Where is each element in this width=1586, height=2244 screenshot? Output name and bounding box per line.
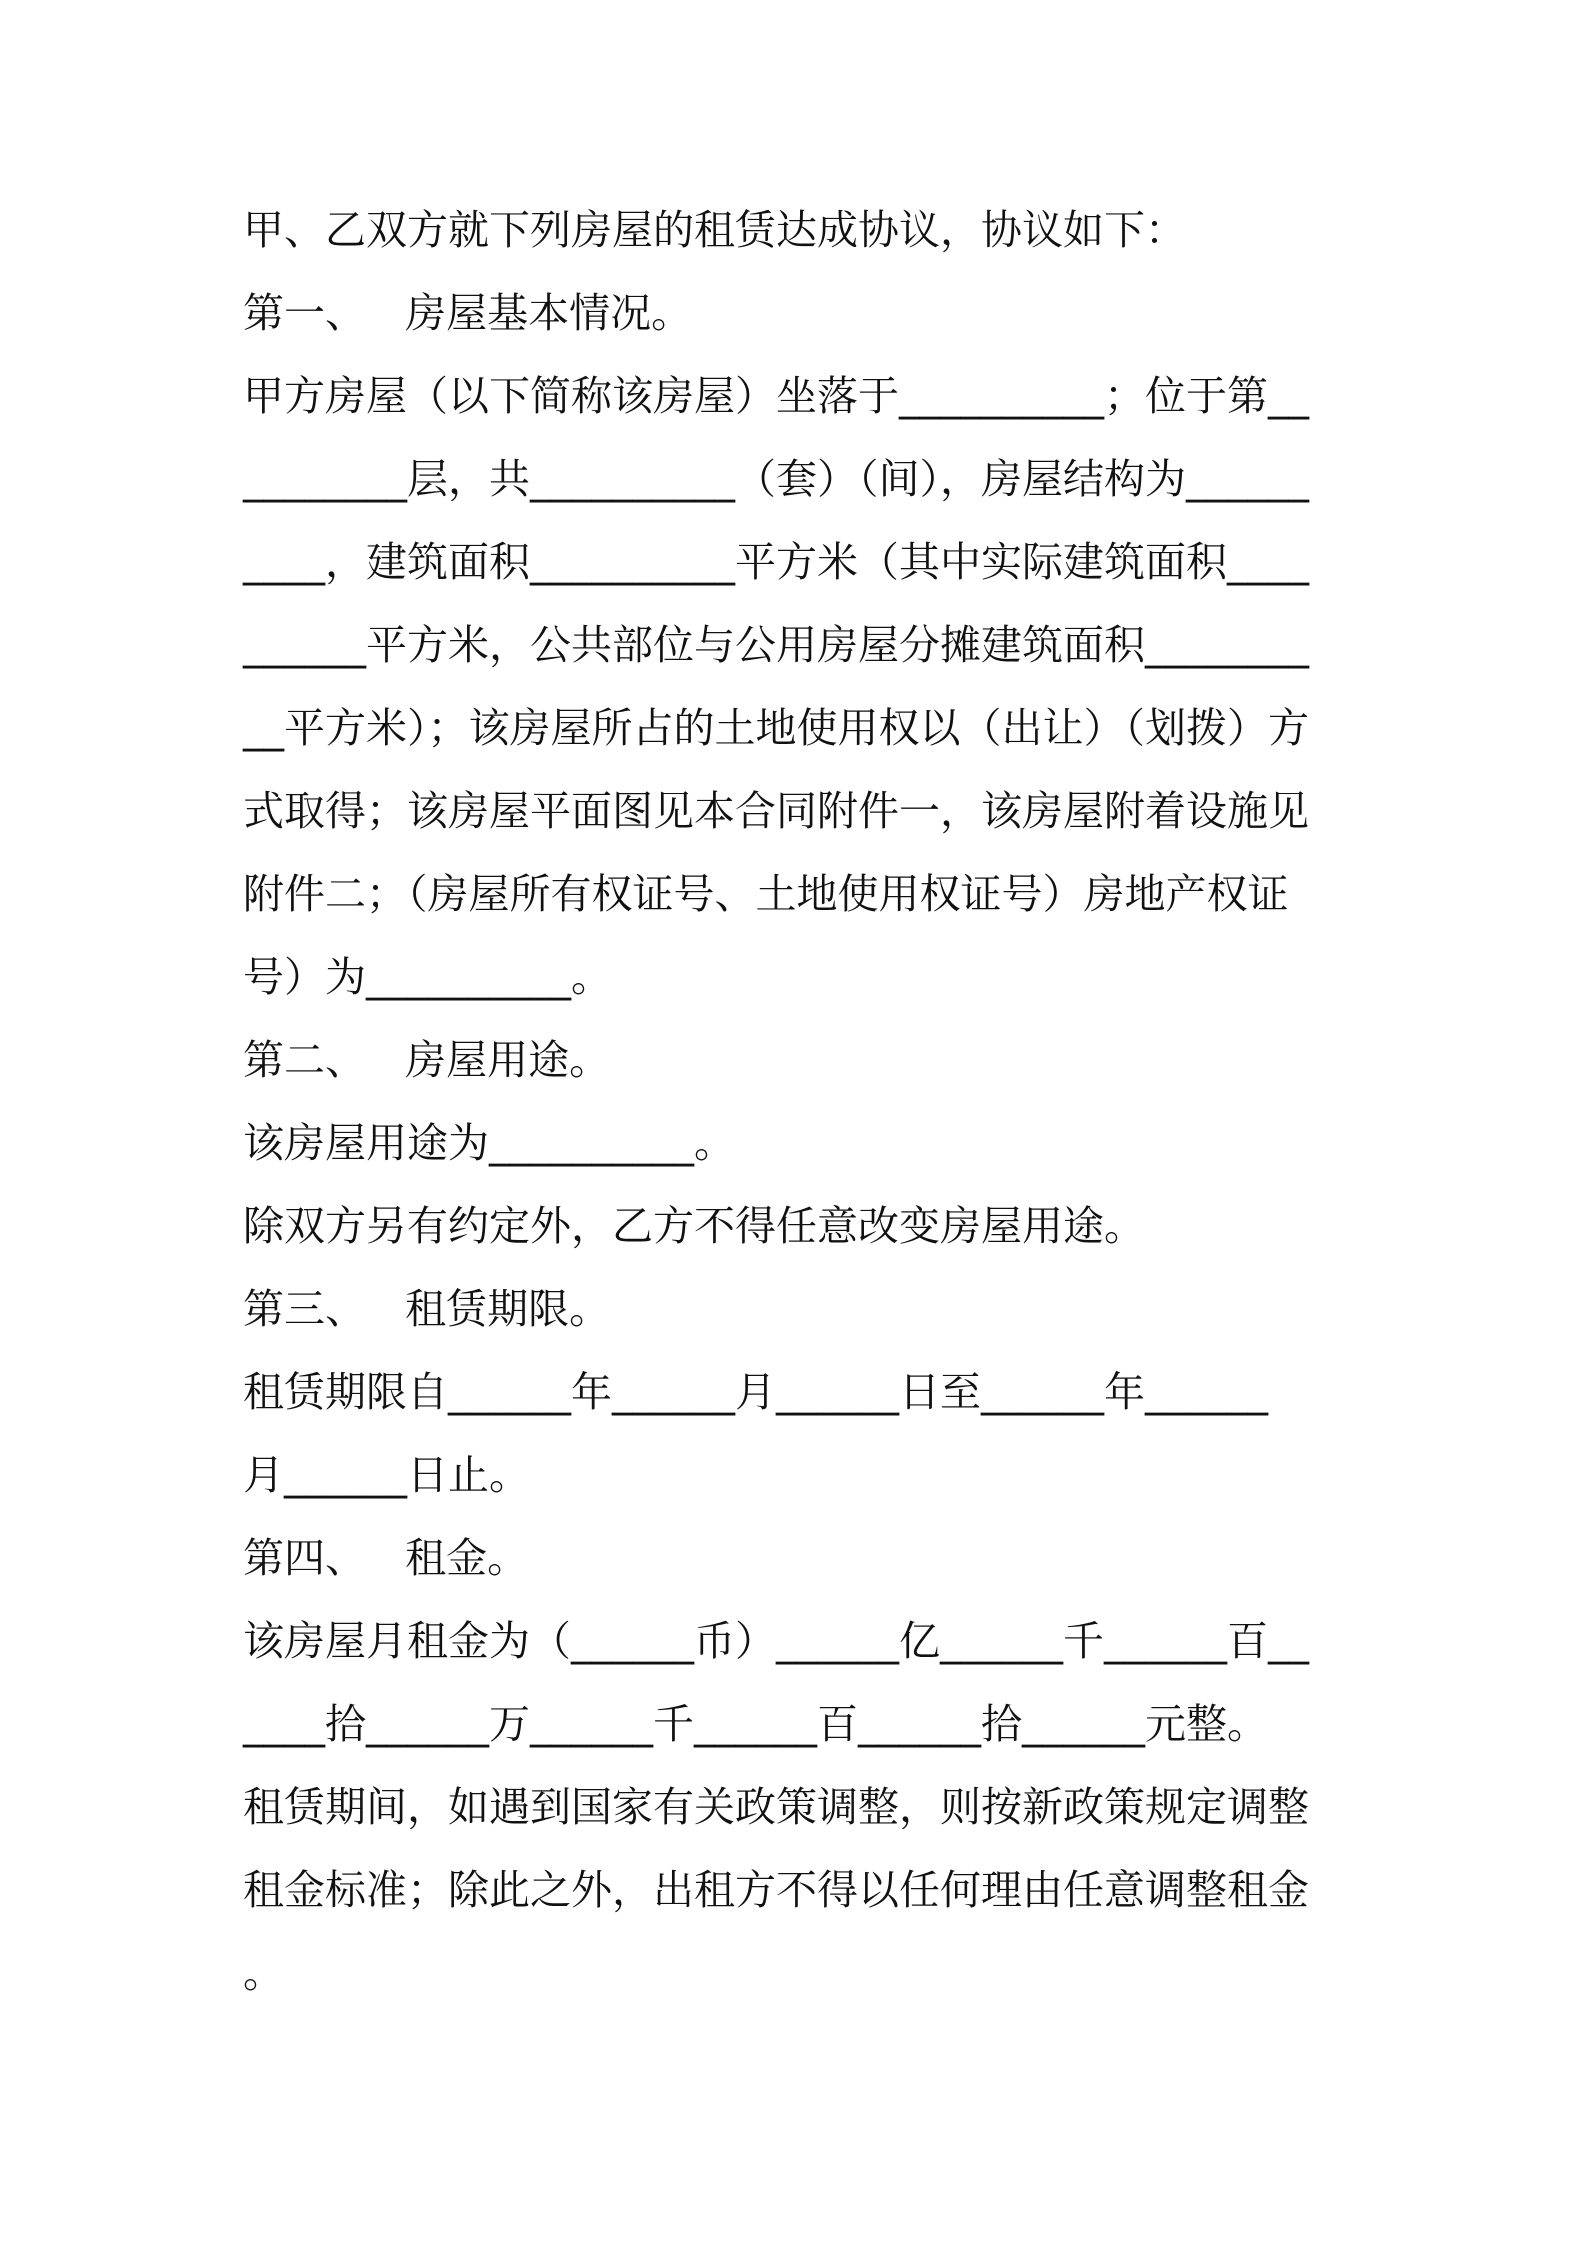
text-line: ____拾______万______千______百______拾______元整。 xyxy=(243,1700,1268,1748)
section-heading: 第三、 租赁期限。 xyxy=(243,1285,611,1333)
text-line: ________层，共__________（套）（间），房屋结构为______ xyxy=(243,455,1309,503)
text-line: 该房屋月租金为（______币）______亿______千______百__ xyxy=(243,1617,1309,1665)
text-line: 租赁期限自______年______月______日至______年______ xyxy=(243,1368,1268,1416)
text-line: 甲方房屋（以下简称该房屋）坐落于__________；位于第__ xyxy=(243,372,1309,420)
text-line: ______平方米，公共部位与公用房屋分摊建筑面积________ xyxy=(243,621,1309,669)
text-line: 除双方另有约定外，乙方不得任意改变房屋用途。 xyxy=(243,1202,1145,1250)
text-line: 号）为__________。 xyxy=(243,953,612,1001)
section-heading: 第四、 租金。 xyxy=(243,1534,529,1582)
text-line: 附件二；（房屋所有权证号、土地使用权证号）房地产权证 xyxy=(243,870,1289,918)
text-line: 。 xyxy=(243,1949,284,1997)
text-line: 式取得；该房屋平面图见本合同附件一，该房屋附着设施见 xyxy=(243,787,1309,835)
text-line: 租金标准；除此之外，出租方不得以任何理由任意调整租金 xyxy=(243,1866,1309,1914)
text-line: 月______日止。 xyxy=(243,1451,530,1499)
text-line: 该房屋用途为__________。 xyxy=(243,1119,735,1167)
text-line: 租赁期间，如遇到国家有关政策调整，则按新政策规定调整 xyxy=(243,1783,1309,1831)
section-heading: 第一、 房屋基本情况。 xyxy=(243,289,693,337)
section-heading: 第二、 房屋用途。 xyxy=(243,1036,611,1084)
text-line: ____，建筑面积__________平方米（其中实际建筑面积____ xyxy=(243,538,1309,586)
text-line: __平方米）；该房屋所占的土地使用权以（出让）（划拨）方 xyxy=(243,704,1309,752)
text-line: 甲、乙双方就下列房屋的租赁达成协议，协议如下： xyxy=(243,206,1186,254)
